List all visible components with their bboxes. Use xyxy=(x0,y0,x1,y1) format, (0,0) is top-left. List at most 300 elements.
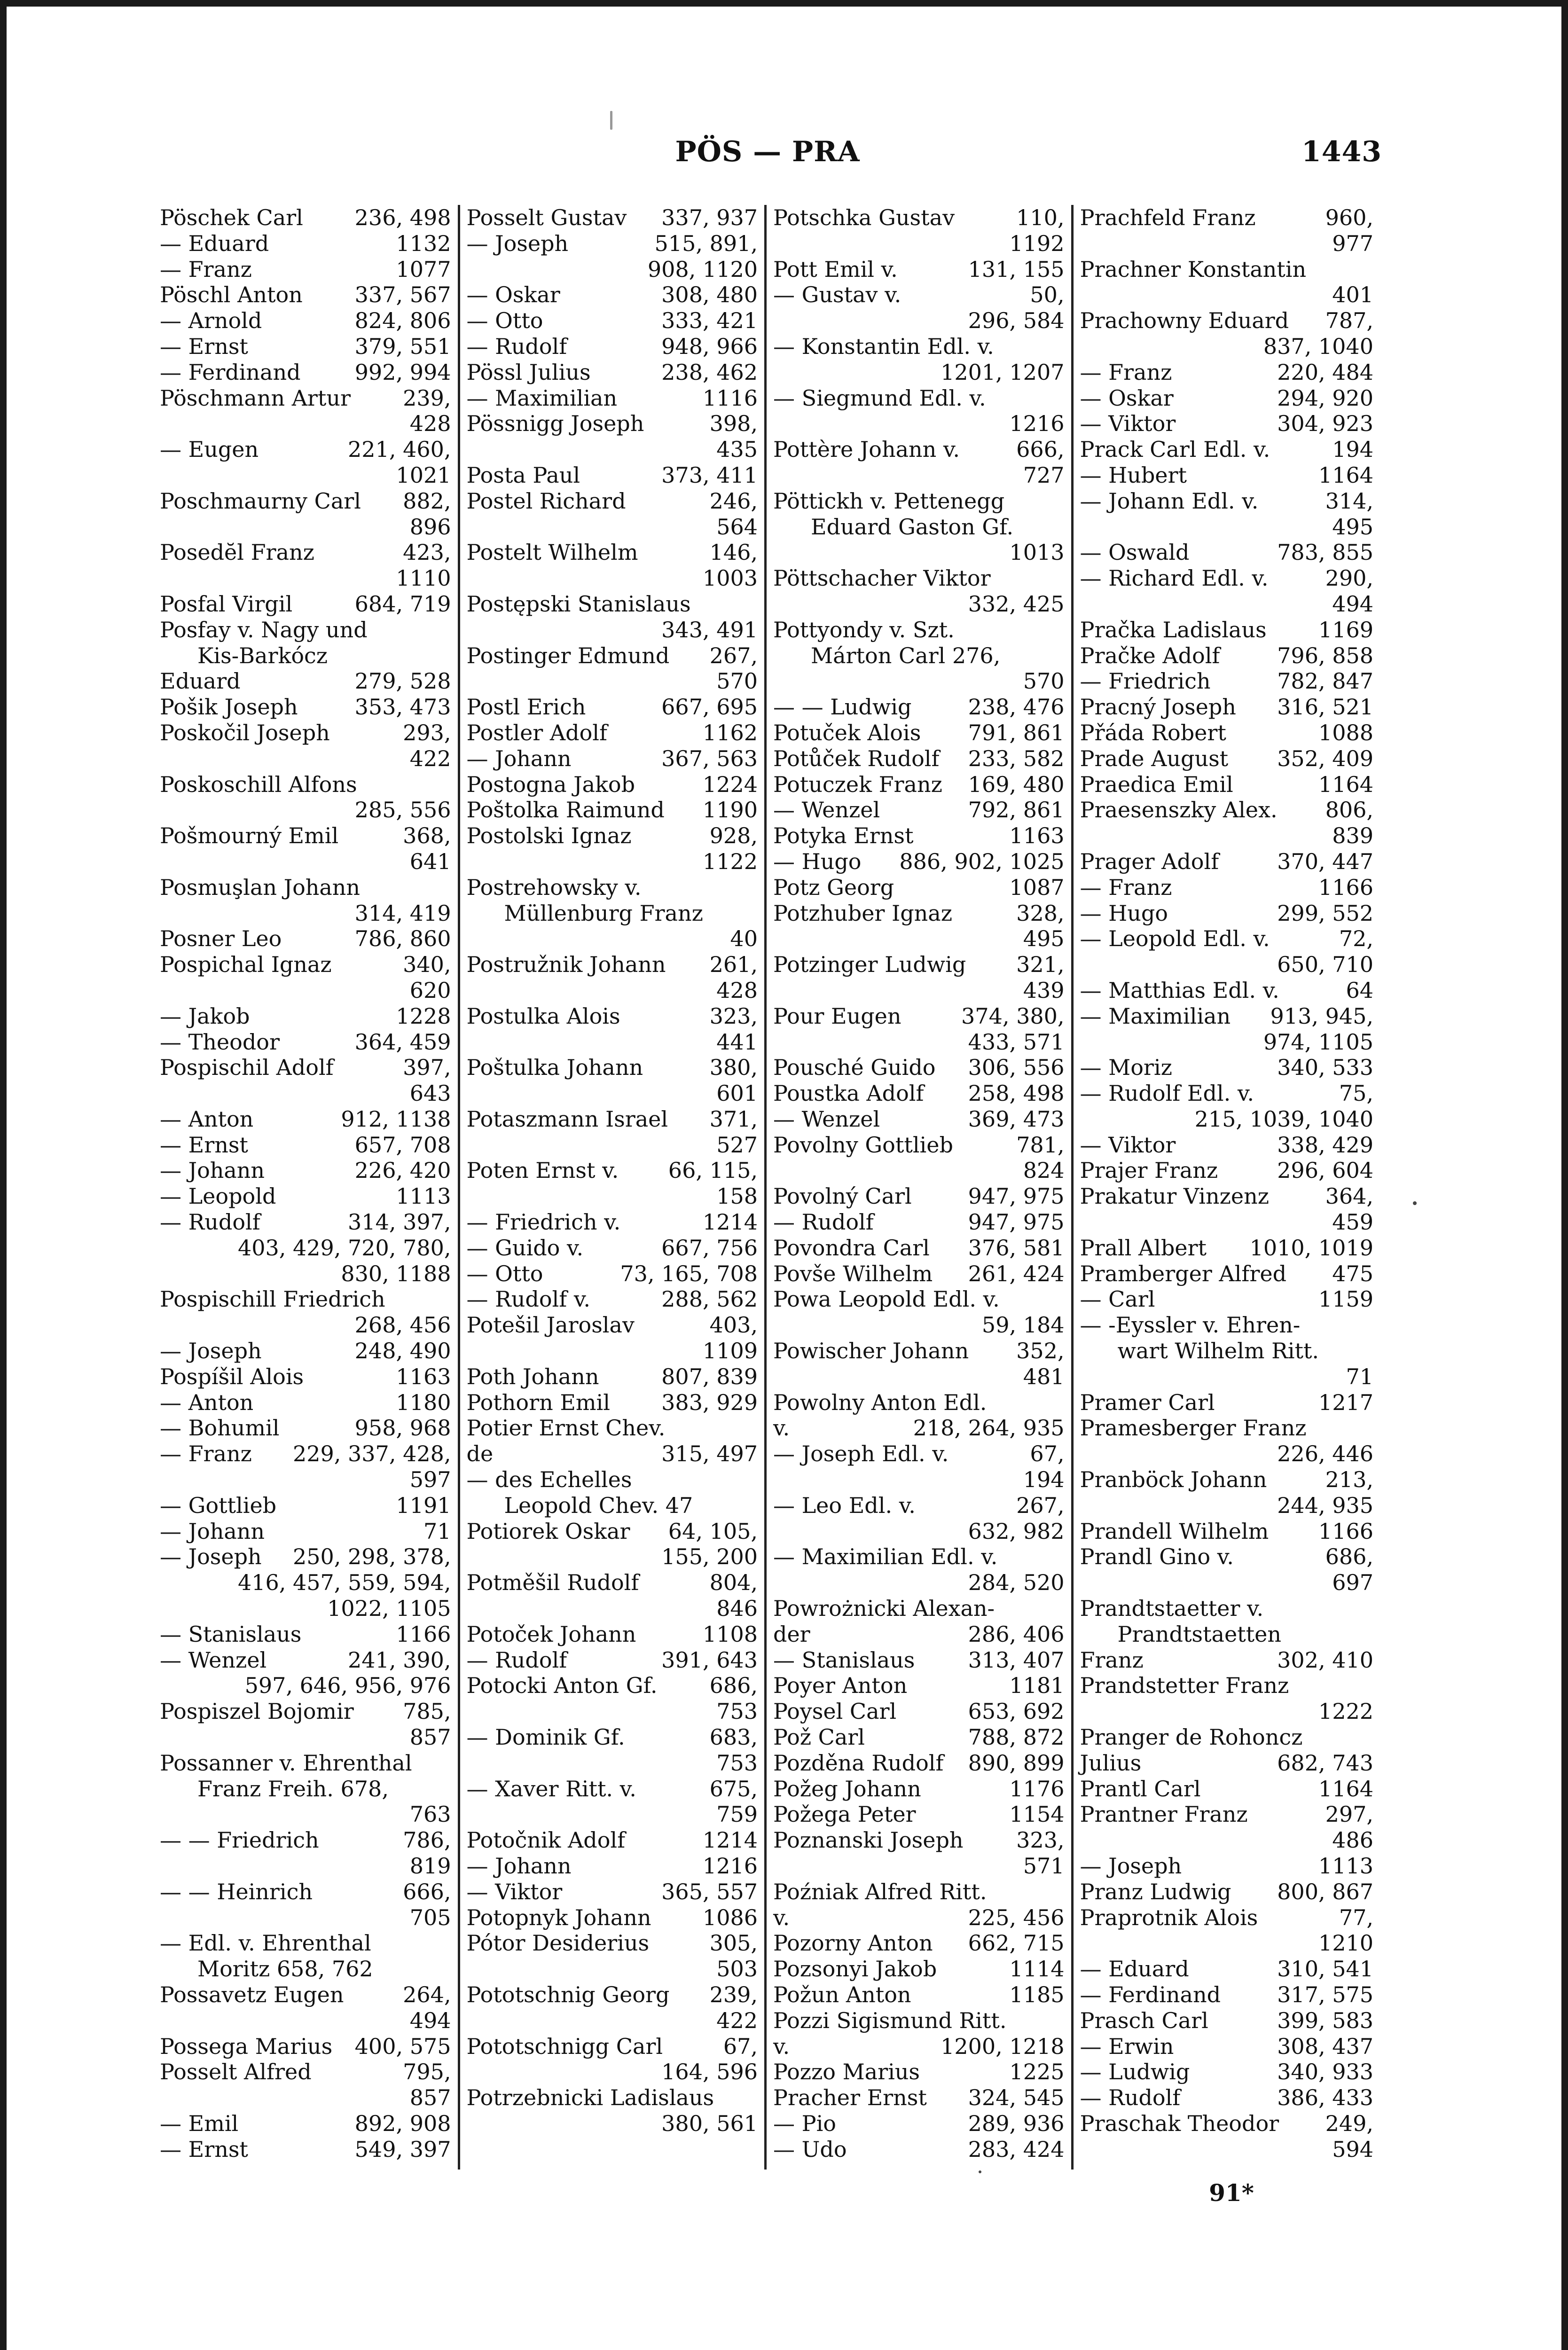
index-entry xyxy=(1080,797,1374,849)
index-entry xyxy=(1080,668,1374,694)
entry-name: Pöttschacher Viktor xyxy=(773,565,991,591)
entry-name: Přáda Robert xyxy=(1080,720,1226,745)
entry-name: Pračka Ladislaus xyxy=(1080,617,1267,642)
entry-line xyxy=(773,901,1065,926)
entry-pages-continued: 570 xyxy=(1023,668,1065,694)
index-entry xyxy=(773,2137,1065,2162)
entry-name: Povolny Gottlieb xyxy=(773,1132,953,1158)
entry-name: — Joseph xyxy=(1080,1853,1182,1879)
entry-line xyxy=(1080,205,1374,231)
entry-pages: 913, 945, xyxy=(1270,1003,1373,1029)
entry-line xyxy=(1080,257,1374,282)
entry-line xyxy=(1080,360,1374,385)
index-entry xyxy=(773,1338,1065,1390)
entry-name: Pott Emil v. xyxy=(773,256,898,282)
entry-name: Požun Anton xyxy=(773,1982,911,2007)
entry-name: Poznanski Joseph xyxy=(773,1827,964,1853)
entry-line xyxy=(160,1699,451,1724)
entry-line xyxy=(1080,308,1374,334)
entry-line xyxy=(773,2137,1065,2162)
entry-name: Poschmaurny Carl xyxy=(160,488,361,514)
entry-pages: 310, 541 xyxy=(1277,1956,1373,1982)
entry-name: Postogna Jakob xyxy=(466,771,635,797)
entry-pages: 1181 xyxy=(1009,1673,1065,1699)
index-entry xyxy=(1080,2034,1374,2060)
entry-pages: 258, 498 xyxy=(968,1081,1065,1106)
index-entry xyxy=(467,1853,758,1879)
index-entry xyxy=(773,1441,1065,1493)
index-entry xyxy=(773,746,1065,772)
entry-pages: 783, 855 xyxy=(1277,540,1373,565)
entry-pages: 675, xyxy=(709,1776,758,1802)
entry-name: — Johann xyxy=(160,1518,265,1544)
entry-pages: 667, 695 xyxy=(661,694,758,720)
entry-pages: 1169 xyxy=(1318,617,1373,642)
index-entry xyxy=(773,1106,1065,1132)
entry-name: — Viktor xyxy=(1080,1132,1176,1158)
entry-line xyxy=(1080,2111,1374,2137)
scan-speck xyxy=(979,2170,981,2173)
index-entry xyxy=(160,926,451,952)
entry-pages: 804, xyxy=(709,1570,758,1596)
entry-name: Požega Peter xyxy=(773,1802,916,1827)
entry-line xyxy=(467,540,758,565)
entry-line xyxy=(1080,720,1374,746)
entry-pages: 1214 xyxy=(702,1209,758,1235)
entry-line xyxy=(1080,2008,1374,2034)
entry-name: Potměšil Rudolf xyxy=(466,1570,639,1596)
entry-line xyxy=(160,772,451,798)
entry-pages: 1108 xyxy=(702,1621,758,1647)
scan-speck xyxy=(1413,1201,1417,1205)
index-entry xyxy=(1080,1235,1374,1261)
index-entry xyxy=(467,823,758,875)
entry-pages-continued: 650, 710 xyxy=(1277,952,1373,978)
entry-line xyxy=(467,1982,758,2008)
entry-pages: 316, 521 xyxy=(1277,694,1373,720)
entry-pages-continued: 268, 456 xyxy=(354,1312,451,1338)
entry-name: Pospíšil Alois xyxy=(160,1363,304,1389)
entry-name: Pozsonyi Jakob xyxy=(773,1956,937,1982)
index-entry xyxy=(467,411,758,462)
entry-pages-continued: 1109 xyxy=(702,1338,758,1364)
entry-line xyxy=(160,1055,451,1081)
entry-name-part: de xyxy=(466,1441,494,1467)
index-entry xyxy=(160,360,451,385)
entry-line xyxy=(773,1596,1065,1622)
index-entry xyxy=(1080,1132,1374,1158)
entry-pages: 948, 966 xyxy=(661,333,758,359)
index-entry xyxy=(467,308,758,334)
entry-pages-continued: 527 xyxy=(716,1132,758,1158)
entry-pages: 666, xyxy=(1016,437,1065,462)
entry-pages: 1164 xyxy=(1318,462,1373,488)
index-entry xyxy=(773,875,1065,901)
entry-pages-continued: 830, 1188 xyxy=(341,1261,451,1286)
entry-line xyxy=(160,205,451,231)
entry-name: — Rudolf xyxy=(773,1209,874,1235)
index-entry xyxy=(467,952,758,1003)
entry-name: — Siegmund Edl. v. xyxy=(773,385,986,411)
entry-pages-continued: 428 xyxy=(409,411,451,437)
entry-line xyxy=(1080,1776,1374,1802)
index-entry xyxy=(1080,1956,1374,1982)
entry-line xyxy=(467,1930,758,1956)
scan-speck xyxy=(610,111,612,130)
entry-line xyxy=(1080,1003,1374,1029)
entry-pages: 1077 xyxy=(396,256,451,282)
index-entry xyxy=(1080,2008,1374,2034)
entry-pages-continued: 380, 561 xyxy=(661,2110,758,2136)
entry-name: Potier Ernst Chev. xyxy=(466,1415,666,1441)
index-entry xyxy=(467,1905,758,1931)
entry-line xyxy=(467,1622,758,1647)
entry-pages: 337, 937 xyxy=(661,205,758,230)
entry-pages: 785, xyxy=(403,1699,451,1724)
entry-name: Potuczek Franz xyxy=(773,771,942,797)
index-entry xyxy=(1080,488,1374,540)
index-entry xyxy=(773,1724,1065,1750)
entry-pages: 233, 582 xyxy=(968,745,1065,771)
entry-pages: 169, 480 xyxy=(968,771,1065,797)
entry-pages-continued: 494 xyxy=(1332,591,1373,617)
entry-continuation: Kis-Barkócz xyxy=(197,642,328,668)
entry-name: — Wenzel xyxy=(160,1647,267,1673)
page-number: 1443 xyxy=(1301,135,1382,168)
entry-name: Pothorn Emil xyxy=(466,1389,610,1415)
entry-line xyxy=(160,2111,451,2137)
entry-pages: 796, 858 xyxy=(1277,642,1373,668)
entry-pages-continued: 428 xyxy=(716,977,758,1003)
entry-name: — Anton xyxy=(160,1106,254,1132)
index-entry xyxy=(467,1209,758,1235)
index-entry xyxy=(467,1390,758,1416)
entry-name: — Ernst xyxy=(160,1132,248,1158)
entry-line xyxy=(467,1209,758,1235)
entry-pages-continued: 1013 xyxy=(1009,540,1065,565)
entry-name: Praedica Emil xyxy=(1080,771,1233,797)
entry-name: — Oskar xyxy=(466,282,560,308)
entry-pages: 397, xyxy=(403,1055,451,1081)
entry-pages: 352, 409 xyxy=(1277,745,1373,771)
entry-name: Prandstetter Franz xyxy=(1080,1673,1289,1699)
index-entry xyxy=(160,1544,451,1621)
entry-pages: 64 xyxy=(1346,977,1373,1003)
entry-name-part: Julius xyxy=(1080,1750,1142,1776)
entry-line xyxy=(1080,1055,1374,1081)
entry-pages: 289, 936 xyxy=(968,2110,1065,2136)
entry-pages-continued: 819 xyxy=(409,1853,451,1879)
entry-line xyxy=(160,1209,451,1235)
entry-name: — Joseph xyxy=(160,1338,262,1364)
entry-name: — Anton xyxy=(160,1389,254,1415)
entry-pages: 786, 860 xyxy=(354,926,451,952)
entry-name: — Stanislaus xyxy=(773,1647,915,1673)
entry-pages: 337, 567 xyxy=(354,282,451,308)
entry-pages: 423, xyxy=(403,540,451,565)
entry-pages: 306, 556 xyxy=(968,1055,1065,1081)
index-entry xyxy=(160,1647,451,1699)
entry-line xyxy=(773,1132,1065,1158)
entry-name: — Franz xyxy=(160,1441,252,1467)
index-entry xyxy=(160,385,451,437)
index-entry xyxy=(773,797,1065,823)
entry-name: Praprotnik Alois xyxy=(1080,1904,1258,1930)
entry-pages-continued: 857 xyxy=(409,2085,451,2111)
entry-line xyxy=(1080,643,1374,669)
entry-line xyxy=(160,952,451,978)
index-entry xyxy=(1080,1003,1374,1055)
entry-pages-continued: 1192 xyxy=(1009,230,1065,256)
entry-pages-continued: 71 xyxy=(1346,1363,1373,1389)
entry-line xyxy=(1080,1261,1374,1287)
entry-pages-continued: 296, 584 xyxy=(968,308,1065,334)
entry-line xyxy=(160,282,451,308)
entry-name: Poźniak Alfred Ritt. xyxy=(773,1879,987,1904)
entry-line xyxy=(773,1699,1065,1724)
entry-line xyxy=(467,1673,758,1699)
entry-pages: 321, xyxy=(1016,952,1065,978)
entry-name: Pototschnigg Carl xyxy=(466,2033,663,2059)
entry-pages: 315, 497 xyxy=(661,1441,758,1467)
index-entry xyxy=(467,1106,758,1158)
entry-line xyxy=(160,1879,451,1905)
entry-line xyxy=(773,1003,1065,1029)
entry-pages: 686, xyxy=(1325,1544,1373,1570)
entry-name: Praesenszky Alex. xyxy=(1080,797,1278,823)
entry-pages: 290, xyxy=(1325,565,1373,591)
entry-line xyxy=(1080,437,1374,462)
index-entry xyxy=(467,334,758,360)
entry-line xyxy=(160,1622,451,1647)
index-entry xyxy=(467,694,758,720)
entry-line xyxy=(773,1544,1065,1570)
entry-pages: 1216 xyxy=(702,1853,758,1879)
entry-line xyxy=(160,1106,451,1132)
entry-pages-continued: 495 xyxy=(1023,926,1065,952)
index-entry xyxy=(1080,257,1374,308)
entry-name: Pracher Ernst xyxy=(773,2085,927,2111)
index-entry xyxy=(773,694,1065,720)
index-entry xyxy=(160,772,451,823)
entry-line xyxy=(773,772,1065,798)
entry-pages: 1176 xyxy=(1009,1776,1065,1802)
entry-pages-continued: 422 xyxy=(409,745,451,771)
entry-continuation: wart Wilhelm Ritt. xyxy=(1117,1338,1319,1364)
entry-name: Pračke Adolf xyxy=(1080,642,1220,668)
index-entry xyxy=(1080,926,1374,978)
column-3 xyxy=(767,205,1074,2170)
index-entry xyxy=(1080,1544,1374,1596)
entry-line xyxy=(773,694,1065,720)
index-entry xyxy=(1080,1776,1374,1802)
entry-line xyxy=(1080,1724,1374,1750)
entry-name: — Rudolf xyxy=(1080,2085,1181,2111)
entry-pages: 795, xyxy=(403,2059,451,2085)
entry-pages: 1228 xyxy=(396,1003,451,1029)
entry-line xyxy=(467,411,758,437)
entry-pages: 370, 447 xyxy=(1277,848,1373,874)
entry-line xyxy=(773,2111,1065,2137)
entry-pages: 299, 552 xyxy=(1277,900,1373,926)
index-entry xyxy=(467,1776,758,1828)
index-entry xyxy=(160,1286,451,1338)
index-entry xyxy=(773,1183,1065,1209)
entry-name: Pospiszel Bojomir xyxy=(160,1699,354,1724)
entry-line xyxy=(773,1879,1065,1905)
entry-line xyxy=(1080,2034,1374,2060)
index-entry xyxy=(773,205,1065,257)
entry-line xyxy=(160,720,451,746)
entry-name: — Rudolf xyxy=(160,1209,260,1235)
entry-line xyxy=(773,746,1065,772)
entry-line xyxy=(467,1570,758,1596)
entry-pages: 72, xyxy=(1339,926,1373,952)
entry-pages-continued: 343, 491 xyxy=(661,617,758,642)
entry-name: Prachner Konstantin xyxy=(1080,256,1307,282)
index-entry xyxy=(1080,540,1374,565)
entry-pages-continued: 1110 xyxy=(396,565,451,591)
entry-line xyxy=(467,1390,758,1416)
entry-line xyxy=(160,591,451,617)
entry-pages: 1166 xyxy=(1318,1518,1373,1544)
entry-continuation: Franz Freih. 678, xyxy=(197,1776,389,1802)
entry-name: Prack Carl Edl. v. xyxy=(1080,437,1270,462)
entry-name: Potschka Gustav xyxy=(773,205,955,230)
entry-name: Pozzo Marius xyxy=(773,2059,920,2085)
entry-line xyxy=(1080,385,1374,411)
index-entry xyxy=(467,282,758,308)
entry-name: Pranböck Johann xyxy=(1080,1467,1267,1493)
entry-name: Prager Adolf xyxy=(1080,848,1219,874)
entry-pages: 374, 380, xyxy=(961,1003,1065,1029)
index-entry xyxy=(773,1286,1065,1338)
entry-line xyxy=(773,617,1065,643)
index-entry xyxy=(1080,1519,1374,1544)
entry-name: — Theodor xyxy=(160,1029,280,1055)
entry-name: Possavetz Eugen xyxy=(160,1982,344,2007)
index-entry xyxy=(160,1003,451,1029)
entry-pages: 657, 708 xyxy=(354,1132,451,1158)
entry-pages: 267, xyxy=(709,642,758,668)
index-entry xyxy=(160,437,451,488)
entry-name: Praschak Theodor xyxy=(1080,2110,1279,2136)
entry-pages-continued: 641 xyxy=(409,848,451,874)
entry-name: — — Heinrich xyxy=(160,1879,313,1904)
entry-pages-continued: 164, 596 xyxy=(661,2059,758,2085)
entry-name: Potuček Alois xyxy=(773,720,921,745)
index-entry xyxy=(160,1982,451,2034)
entry-line xyxy=(467,1519,758,1544)
entry-line xyxy=(160,1930,451,1956)
entry-pages-continued: 896 xyxy=(409,514,451,540)
index-entry xyxy=(160,2059,451,2111)
entry-pages-continued: 597, 646, 956, 976 xyxy=(244,1673,451,1699)
entry-name: Prandell Wilhelm xyxy=(1080,1518,1269,1544)
entry-line xyxy=(773,1905,1065,1931)
entry-line xyxy=(773,437,1065,462)
index-entry xyxy=(773,437,1065,488)
index-entry xyxy=(1080,1286,1374,1312)
entry-line xyxy=(1080,617,1374,643)
entry-name: — Dominik Gf. xyxy=(466,1724,625,1750)
entry-pages: 787, xyxy=(1325,308,1373,334)
entry-name: — Eduard xyxy=(160,230,269,256)
entry-pages: 383, 929 xyxy=(661,1389,758,1415)
entry-name: — Ludwig xyxy=(1080,2059,1190,2085)
entry-line xyxy=(160,1493,451,1519)
entry-pages-continued: 620 xyxy=(409,977,451,1003)
entry-name: — Leo Edl. v. xyxy=(773,1492,916,1518)
entry-pages: 1159 xyxy=(1318,1286,1373,1312)
entry-name-part: Franz xyxy=(1080,1647,1144,1673)
index-entry xyxy=(467,1158,758,1209)
entry-pages-continued: 433, 571 xyxy=(968,1029,1065,1055)
entry-line xyxy=(1080,488,1374,514)
index-entry xyxy=(160,488,451,540)
entry-name: — Stanislaus xyxy=(160,1621,302,1647)
entry-name: — Joseph Edl. v. xyxy=(773,1441,949,1467)
entry-line xyxy=(1080,1183,1374,1209)
entry-name: Pramer Carl xyxy=(1080,1389,1215,1415)
index-entry xyxy=(467,540,758,591)
entry-line xyxy=(160,231,451,257)
entry-pages-continued: 632, 982 xyxy=(968,1518,1065,1544)
entry-name: Potiorek Oskar xyxy=(466,1518,630,1544)
entry-pages-continued: 284, 520 xyxy=(968,1570,1065,1596)
index-entry xyxy=(773,1081,1065,1106)
entry-name: — Otto xyxy=(466,308,543,334)
index-entry xyxy=(773,1055,1065,1081)
entry-line xyxy=(773,952,1065,978)
entry-pages: 279, 528 xyxy=(354,668,451,694)
column-1 xyxy=(153,205,460,2170)
entry-line xyxy=(467,1879,758,1905)
index-entry xyxy=(160,1441,451,1493)
entry-name: — Rudolf xyxy=(466,1647,567,1673)
entry-line xyxy=(467,231,758,257)
index-entry xyxy=(160,1132,451,1158)
index-entry xyxy=(773,1699,1065,1724)
entry-line xyxy=(773,1750,1065,1776)
index-entry xyxy=(160,1055,451,1106)
entry-pages: 229, 337, 428, xyxy=(292,1441,451,1467)
entry-line xyxy=(160,668,451,694)
entry-name: Povondra Carl xyxy=(773,1235,930,1261)
index-entry xyxy=(773,2085,1065,2111)
entry-name: Poskoschill Alfons xyxy=(160,771,357,797)
entry-line xyxy=(1080,1519,1374,1544)
entry-pages: 398, xyxy=(709,411,758,437)
entry-name: — Friedrich v. xyxy=(466,1209,621,1235)
entry-name: — Friedrich xyxy=(1080,668,1211,694)
index-entry xyxy=(773,565,1065,617)
entry-name: Povolný Carl xyxy=(773,1183,912,1209)
index-entry xyxy=(467,231,758,282)
entry-line xyxy=(160,1519,451,1544)
index-entry xyxy=(1080,462,1374,488)
entry-pages: 73, 165, 708 xyxy=(620,1261,758,1286)
entry-pages: 1225 xyxy=(1009,2059,1065,2085)
index-entry xyxy=(467,1622,758,1647)
entry-name: — Eduard xyxy=(1080,1956,1189,1982)
index-entry xyxy=(773,1390,1065,1441)
entry-line xyxy=(773,1724,1065,1750)
index-entry xyxy=(773,1235,1065,1261)
entry-name: — Xaver Ritt. v. xyxy=(466,1776,636,1802)
entry-name: Postelt Wilhelm xyxy=(466,540,638,565)
entry-pages: 782, 847 xyxy=(1277,668,1373,694)
